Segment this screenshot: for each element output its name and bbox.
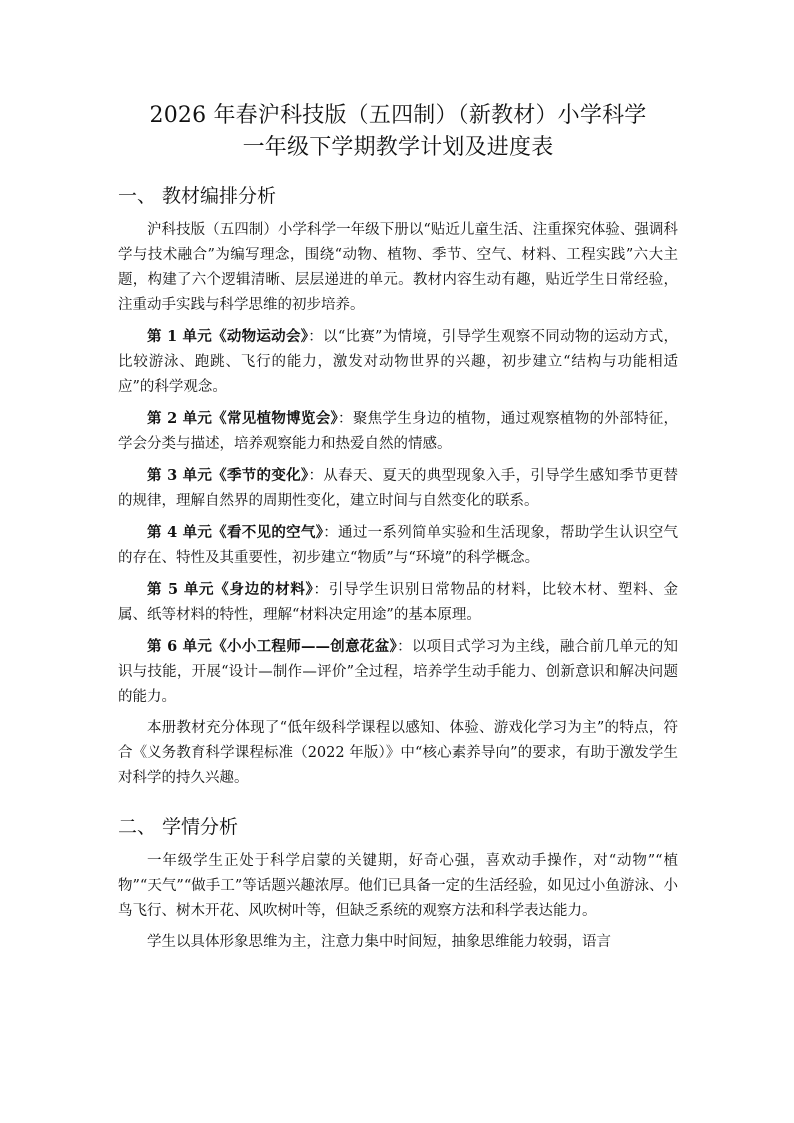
unit-2-paragraph bbox=[118, 406, 678, 457]
unit-3-description: ：从春天、夏天的典型现象入手，引导学生感知季节更替的规律，理解自然界的周期性变化，建立时间与自然变化的联系。 bbox=[118, 468, 679, 509]
unit-1-paragraph bbox=[118, 324, 678, 400]
unit-6-description: ：以项目式学习为主线，融合前几单元的知识与技能，开展“设计—制作—评价”全过程，培养学生动手能力、创新意识和解决问题的能力。 bbox=[118, 639, 679, 705]
student-analysis-paragraph-1: 一年级学生正处于科学启蒙的关键期，好奇心强，喜欢动手操作，对“动物”“植物”“天气”“做手工”等话题兴趣浓厚。他们已具备一定的生活经验，如见过小鱼游泳、小鸟飞行、树木开花、风吹树叶等，但缺乏系统的观察方法和科学表达能力。 bbox=[118, 853, 678, 919]
unit-2-description: ：聚焦学生身边的植物，通过观察植物的外部特征，学会分类与描述，培养观察能力和热爱自然的情感。 bbox=[118, 411, 678, 452]
unit-6-title: 第 6 单元《小小工程师——创意花盆》 bbox=[147, 638, 398, 655]
document-body bbox=[118, 100, 678, 961]
unit-1-description: ：以“比赛”为情境，引导学生观察不同动物的运动方式，比较游泳、跑跳、飞行的能力，激发对动物世界的兴趣，初步建立“结构与功能相适应”的科学观念。 bbox=[118, 329, 679, 395]
unit-5-description: ：引导学生识别日常物品的材料，比较木材、塑料、金属、纸等材料的特性，理解“材料决定用途”的基本原理。 bbox=[118, 582, 678, 623]
section-heading-textbook-analysis: 一、 教材编排分析 bbox=[118, 185, 277, 207]
unit-2-title: 第 2 单元《常见植物博览会》 bbox=[147, 410, 339, 427]
unit-4-title: 第 4 单元《看不见的空气》 bbox=[147, 524, 324, 541]
unit-3-title: 第 3 单元《季节的变化》 bbox=[147, 467, 309, 484]
unit-4-description: ：通过一系列简单实验和生活现象，帮助学生认识空气的存在、特性及其重要性，初步建立“物质”与“环境”的科学概念。 bbox=[118, 525, 678, 566]
section-heading-student-analysis: 二、 学情分析 bbox=[118, 816, 239, 838]
textbook-summary-paragraph: 本册教材充分体现了“低年级科学课程以感知、体验、游戏化学习为主”的特点，符合《义务教育科学课程标准（2022 年版）》中“核心素养导向”的要求，有助于激发学生对科学的持久兴趣。 bbox=[118, 720, 678, 786]
unit-5-paragraph bbox=[118, 577, 678, 628]
textbook-intro-paragraph: 沪科技版（五四制）小学科学一年级下册以“贴近儿童生活、注重探究体验、强调科学与技术融合”为编写理念，围绕“动物、植物、季节、空气、材料、工程实践”六大主题，构建了六个逻辑清晰、层层递进的单元。教材内容生动有趣，贴近学生日常经验，注重动手实践与科学思维的初步培养。 bbox=[118, 222, 678, 313]
title-line-1: 2026 年春沪科技版（五四制）（新教材）小学科学 bbox=[149, 103, 647, 128]
unit-4-paragraph bbox=[118, 520, 678, 571]
unit-1-title: 第 1 单元《动物运动会》 bbox=[147, 328, 309, 345]
title-line-2: 一年级下学期教学计划及进度表 bbox=[242, 135, 554, 160]
unit-3-paragraph bbox=[118, 463, 678, 514]
unit-5-title: 第 5 单元《身边的材料》 bbox=[147, 581, 314, 598]
student-analysis-paragraph-2: 学生以具体形象思维为主，注意力集中时间短，抽象思维能力较弱，语言 bbox=[147, 934, 611, 950]
document-title bbox=[118, 100, 678, 164]
unit-6-paragraph bbox=[118, 634, 678, 710]
